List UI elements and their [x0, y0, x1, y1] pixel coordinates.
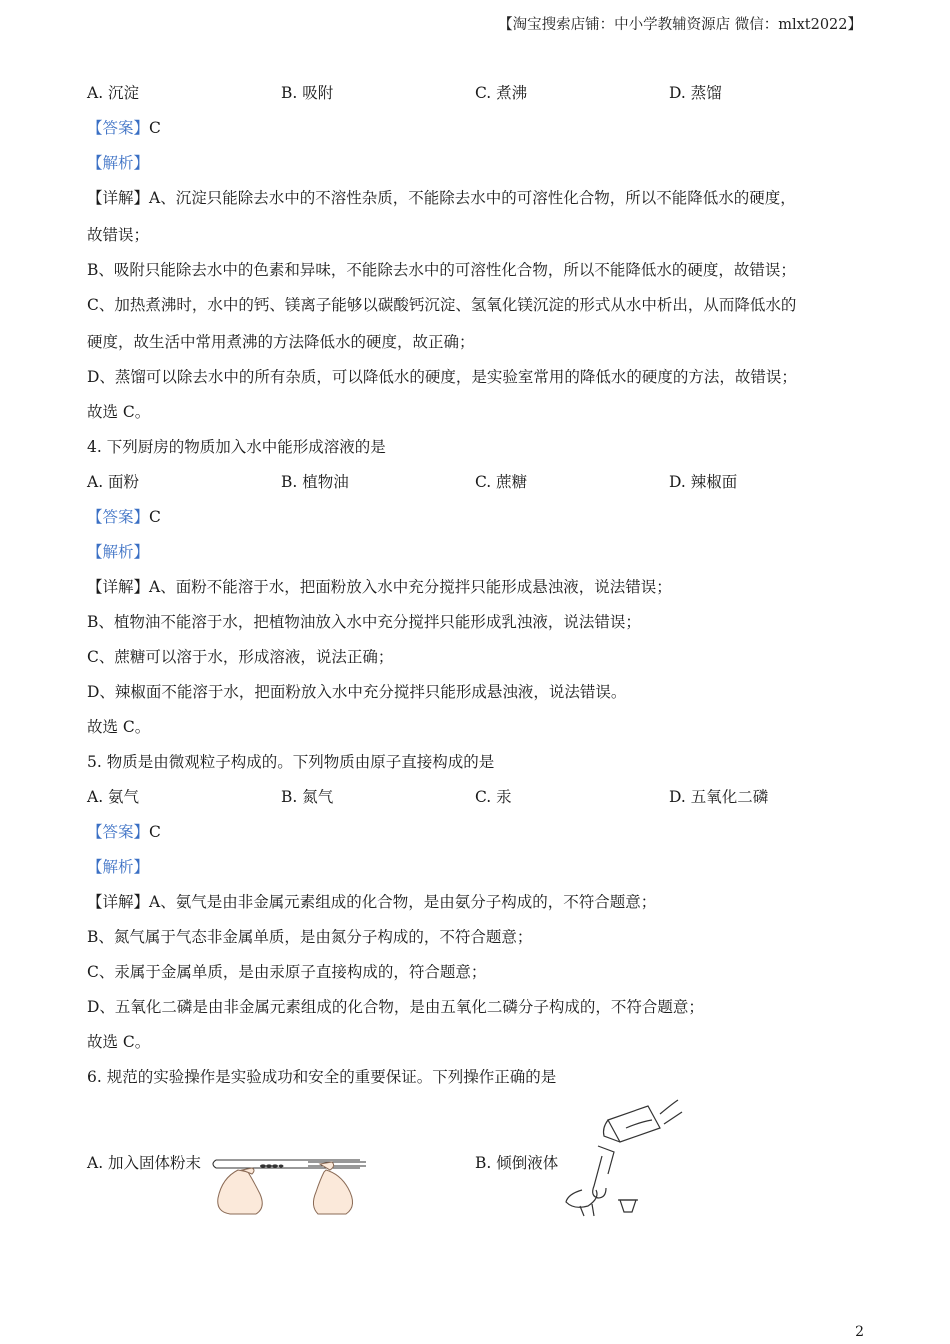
q5-option-a: A. 氨气 [87, 788, 140, 806]
q4-analysis-tag: 【解析】 [87, 543, 150, 561]
powder-tube-illustration [208, 1148, 370, 1218]
q5-option-c: C. 汞 [475, 788, 512, 806]
header-note: 【淘宝搜索店铺：中小学教辅资源店 微信：mlxt2022】 [498, 17, 862, 33]
page-number: 2 [855, 1324, 864, 1340]
q4-option-d: D. 辣椒面 [669, 473, 738, 491]
q5-detail-line: C、汞属于金属单质，是由汞原子直接构成的，符合题意； [87, 963, 487, 981]
q5-option-d: D. 五氧化二磷 [669, 788, 769, 806]
q5-answer: 【答案】C [87, 823, 161, 841]
q4-option-c: C. 蔗糖 [475, 473, 528, 491]
q5-analysis-tag: 【解析】 [87, 858, 150, 876]
q3-detail-line: C、加热煮沸时，水中的钙、镁离子能够以碳酸钙沉淀、氢氧化镁沉淀的形式从水中析出，从而降低水的 [87, 296, 797, 314]
q3-detail-line: 故错误； [87, 226, 150, 244]
q3-conclusion: 故选 C。 [87, 403, 151, 421]
q4-detail-line: 【详解】A、面粉不能溶于水，把面粉放入水中充分搅拌只能形成悬浊液，说法错误； [87, 578, 672, 596]
q4-stem: 4. 下列厨房的物质加入水中能形成溶液的是 [87, 438, 386, 456]
pour-liquid-illustration [560, 1098, 685, 1220]
q3-answer: 【答案】C [87, 119, 161, 137]
q6-option-b: B. 倾倒液体 [475, 1154, 559, 1172]
q3-detail-line: B、吸附只能除去水中的色素和异味，不能除去水中的可溶性化合物，所以不能降低水的硬度，故错误； [87, 261, 796, 279]
q3-option-b: B. 吸附 [281, 84, 334, 102]
q5-detail-line: 【详解】A、氨气是由非金属元素组成的化合物，是由氨分子构成的，不符合题意； [87, 893, 657, 911]
q3-analysis-tag: 【解析】 [87, 154, 150, 172]
q3-option-c: C. 煮沸 [475, 84, 528, 102]
q5-detail-line: D、五氧化二磷是由非金属元素组成的化合物，是由五氧化二磷分子构成的，不符合题意； [87, 998, 704, 1016]
q5-conclusion: 故选 C。 [87, 1033, 151, 1051]
q3-detail-line: D、蒸馏可以除去水中的所有杂质，可以降低水的硬度，是实验室常用的降低水的硬度的方法，故错误； [87, 368, 797, 386]
q4-detail-line: C、蔗糖可以溶于水，形成溶液，说法正确； [87, 648, 394, 666]
q4-detail-line: B、植物油不能溶于水，把植物油放入水中充分搅拌只能形成乳浊液，说法错误； [87, 613, 641, 631]
q3-option-d: D. 蒸馏 [669, 84, 722, 102]
q3-option-a: A. 沉淀 [87, 84, 140, 102]
q5-stem: 5. 物质是由微观粒子构成的。下列物质由原子直接构成的是 [87, 753, 495, 771]
q6-option-a: A. 加入固体粉末 [87, 1154, 202, 1172]
q4-answer: 【答案】C [87, 508, 161, 526]
q4-option-a: A. 面粉 [87, 473, 140, 491]
q3-detail-line: 硬度，故生活中常用煮沸的方法降低水的硬度，故正确； [87, 333, 475, 351]
q4-option-b: B. 植物油 [281, 473, 349, 491]
q4-conclusion: 故选 C。 [87, 718, 151, 736]
q6-stem: 6. 规范的实验操作是实验成功和安全的重要保证。下列操作正确的是 [87, 1068, 557, 1086]
q4-detail-line: D、辣椒面不能溶于水，把面粉放入水中充分搅拌只能形成悬浊液，说法错误。 [87, 683, 627, 701]
q3-detail-line: 【详解】A、沉淀只能除去水中的不溶性杂质，不能除去水中的可溶性化合物，所以不能降低水的硬度， [87, 189, 796, 207]
q5-option-b: B. 氮气 [281, 788, 334, 806]
q5-detail-line: B、氮气属于气态非金属单质，是由氮分子构成的，不符合题意； [87, 928, 533, 946]
